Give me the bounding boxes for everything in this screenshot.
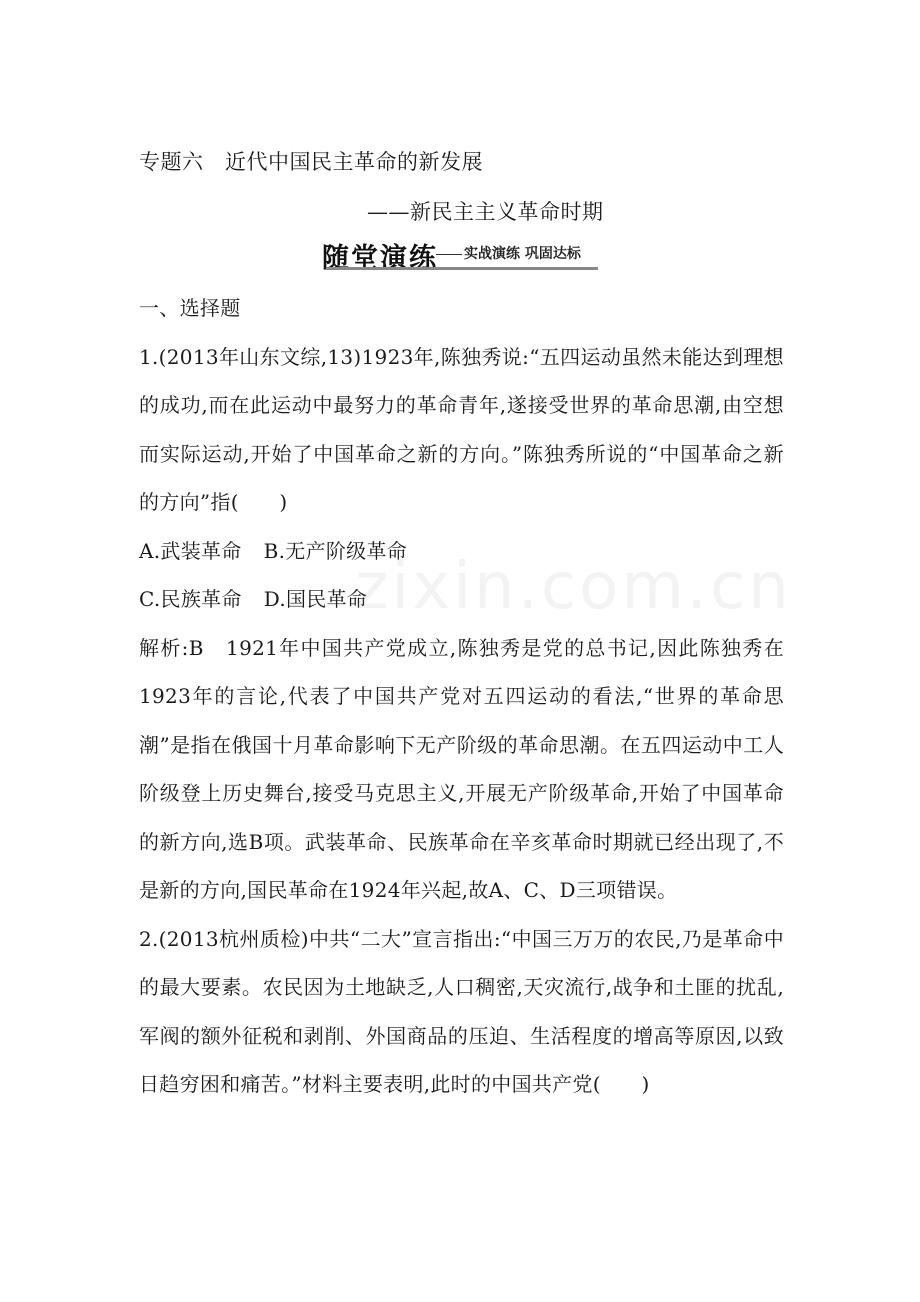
section-heading: 一、选择题 xyxy=(139,296,241,320)
site-watermark: zixin.com.cn xyxy=(355,550,792,624)
question-1-options-row-2 xyxy=(139,575,784,624)
question-1-option-a: A.武装革命 xyxy=(139,538,242,563)
document-subtitle: ——新民主主义革命时期 xyxy=(367,200,604,224)
banner-sub-text: 实战演练 巩固达标 xyxy=(464,246,581,262)
banner-main-text: 随堂演练 xyxy=(322,243,438,274)
question-2-stem: 2.(2013杭州质检)中共“二大”宣言指出:“中国三万万的农民,乃是革命中的最大要素。农民因为土地缺乏,人口稠密,天灾流行,战争和土匪的扰乱,军阀的额外征税和剥削、外国商品的压迫、生活程度的增高等原因,以致日趋穷困和痛苦。”材料主要表明,此时的中国共产党( ) xyxy=(139,926,784,1096)
question-1-option-d: D.国民革命 xyxy=(263,587,368,611)
banner-dash xyxy=(436,254,462,255)
question-1-option-c: C.民族革命 xyxy=(139,587,242,611)
practice-banner xyxy=(322,236,598,272)
question-1-options-row-1 xyxy=(139,527,784,576)
banner-underline xyxy=(326,267,598,270)
question-1-option-b: B.无产阶级革命 xyxy=(263,538,408,563)
question-1-stem: 1.(2013年山东文综,13)1923年,陈独秀说:“五四运动虽然未能达到理想的成功,而在此运动中最努力的革命青年,遂接受世界的革命思潮,由空想而实际运动,开始了中国革命之新的方向。”陈独秀所说的“中国革命之新的方向”指( ) xyxy=(139,344,784,514)
question-1-analysis: 解析:B 1921年中国共产党成立,陈独秀是党的总书记,因此陈独秀在1923年的言论,代表了中国共产党对五四运动的看法,“世界的革命思潮”是指在俄国十月革命影响下无产阶级的革命思潮。在五四运动中工人阶级登上历史舞台,接受马克思主义,开展无产阶级革命,开始了中国革命的新方向,选B项。武装革命、民族革命在辛亥革命时期就已经出现了,不是新的方向,国民革命在1924年兴起,故A、C、D三项错误。 xyxy=(139,635,784,902)
document-title: 专题六 近代中国民主革命的新发展 xyxy=(139,150,483,174)
document-body xyxy=(139,284,784,1109)
